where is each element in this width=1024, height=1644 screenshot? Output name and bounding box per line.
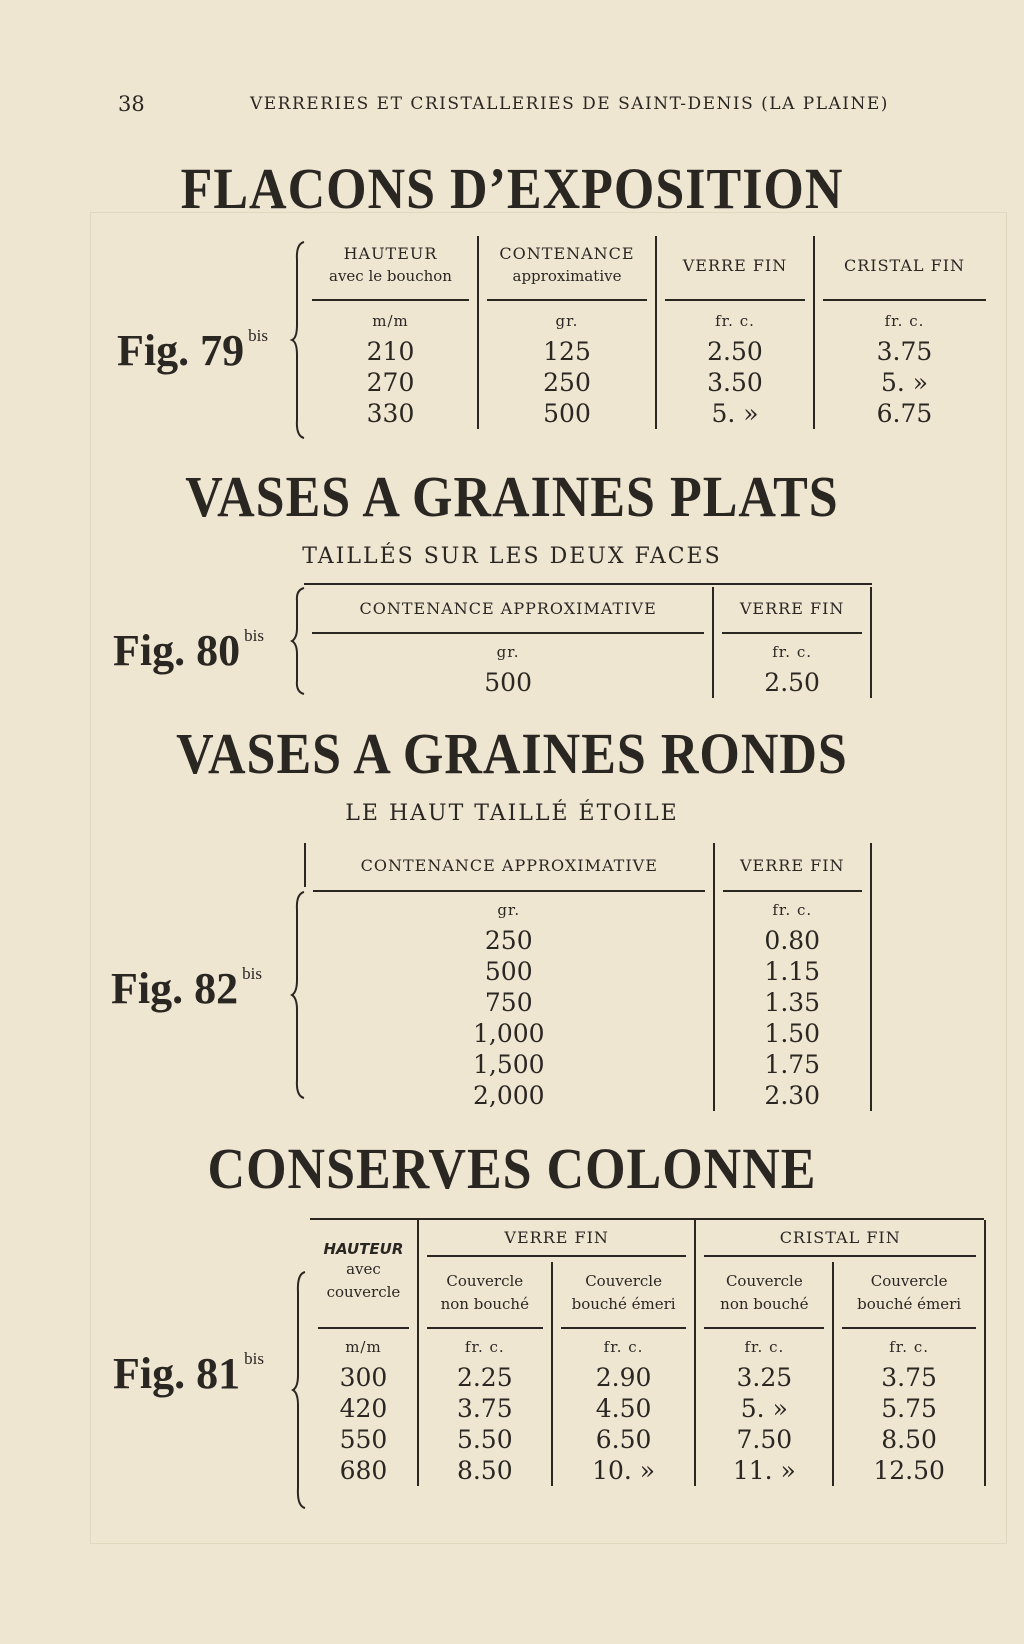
cell: 2,000 xyxy=(472,1081,545,1110)
fig-label-81: Fig. 81 $^{bis}$ xyxy=(113,1349,264,1398)
sub-header-bouche-emeri-2: bouché émeri xyxy=(857,1295,962,1313)
col-header-contenance: CONTENANCE APPROXIMATIVE xyxy=(359,598,657,618)
table-vases-plats xyxy=(304,587,872,698)
cell: 3.25 xyxy=(695,1362,833,1393)
unit-label: m/m xyxy=(372,312,409,330)
cell: 0.80 xyxy=(714,925,871,956)
section-title-conserves: CONSERVES COLONNE xyxy=(207,1137,817,1202)
cell: 1,000 xyxy=(472,1019,545,1048)
col-header-hauteur-sub: avec le bouchon xyxy=(329,267,452,285)
col-header-contenance: CONTENANCE xyxy=(499,244,635,263)
cell: 3.50 xyxy=(656,367,814,398)
cell: 500 xyxy=(484,668,532,697)
col-header-hauteur: HAUTEUR xyxy=(323,1240,404,1258)
table-row xyxy=(305,956,871,987)
cell: 4.50 xyxy=(552,1393,696,1424)
cell: 8.50 xyxy=(833,1424,985,1455)
cell: 1,500 xyxy=(472,1050,545,1079)
table-row xyxy=(305,1049,871,1080)
cell: 500 xyxy=(484,957,533,986)
group-header-cristal-fin: CRISTAL FIN xyxy=(779,1227,901,1247)
table-row xyxy=(310,1393,985,1424)
cell: 250 xyxy=(478,367,656,398)
cell: 2.50 xyxy=(713,667,871,698)
cell: 1.35 xyxy=(714,987,871,1018)
table-row xyxy=(305,925,871,956)
unit-label: gr. xyxy=(497,901,521,919)
cell: 1.15 xyxy=(714,956,871,987)
cell: 5. » xyxy=(656,398,814,429)
cell: 5.75 xyxy=(833,1393,985,1424)
unit-label: fr. c. xyxy=(695,1332,833,1362)
cell: 270 xyxy=(366,368,415,397)
running-head xyxy=(0,88,1024,118)
cell: 3.75 xyxy=(814,336,994,367)
cell: 5. » xyxy=(814,367,994,398)
table-row xyxy=(304,367,994,398)
table-flacons xyxy=(304,236,994,429)
table-row xyxy=(304,667,871,698)
table-row xyxy=(310,1362,985,1393)
col-header-verre-fin: VERRE FIN xyxy=(740,855,845,875)
cell: 330 xyxy=(366,399,415,428)
sub-header-non-bouche-2: non bouché xyxy=(440,1295,529,1313)
cell: 5.50 xyxy=(418,1424,552,1455)
unit-label: fr. c. xyxy=(713,637,871,667)
col-header-hauteur-sub: couvercle xyxy=(326,1283,401,1301)
fig-label-80: Fig. 80 $^{bis}$ xyxy=(113,626,264,675)
cell: 1.75 xyxy=(714,1049,871,1080)
cell: 2.50 xyxy=(656,336,814,367)
cell: 3.75 xyxy=(833,1362,985,1393)
subtitle-vases-ronds: LE HAUT TAILLÉ ÉTOILE xyxy=(345,801,679,826)
table-row xyxy=(305,987,871,1018)
cell: 10. » xyxy=(552,1455,696,1486)
page-number: 38 xyxy=(118,92,145,116)
sub-header-bouche-emeri: Couvercle xyxy=(585,1272,662,1290)
sub-header-non-bouche: Couvercle xyxy=(725,1272,803,1290)
sub-header-bouche-emeri: Couvercle xyxy=(870,1272,948,1290)
group-header-verre-fin: VERRE FIN xyxy=(504,1227,609,1247)
cell: 8.50 xyxy=(418,1455,552,1486)
table-row xyxy=(304,398,994,429)
cell: 6.50 xyxy=(552,1424,696,1455)
cell: 2.30 xyxy=(714,1080,871,1111)
cell: 125 xyxy=(478,336,656,367)
col-header-contenance: CONTENANCE APPROXIMATIVE xyxy=(360,855,658,875)
table-conserves xyxy=(310,1220,986,1486)
unit-label: fr. c. xyxy=(833,1332,985,1362)
table-vases-ronds xyxy=(304,843,872,1111)
cell: 420 xyxy=(339,1394,388,1423)
cell: 5. » xyxy=(695,1393,833,1424)
cell: 750 xyxy=(484,988,533,1017)
unit-label: fr. c. xyxy=(418,1332,552,1362)
cell: 680 xyxy=(339,1456,388,1485)
cell: 2.25 xyxy=(418,1362,552,1393)
table-row xyxy=(304,336,994,367)
cell: 1.50 xyxy=(714,1018,871,1049)
table-row xyxy=(305,1080,871,1111)
unit-label: fr. c. xyxy=(552,1332,696,1362)
section-title-vases-plats: VASES A GRAINES PLATS xyxy=(185,465,839,530)
fig-label-79: Fig. 79 $^{bis}$ xyxy=(117,326,268,375)
col-header-verre-fin: VERRE FIN xyxy=(739,598,845,618)
fig-label-82: Fig. 82 $^{bis}$ xyxy=(111,964,262,1013)
col-header-hauteur-sub: avec xyxy=(346,1260,381,1278)
table-top-rule xyxy=(304,583,872,585)
col-header-verre-fin: VERRE FIN xyxy=(682,255,788,275)
cell: 210 xyxy=(366,337,415,366)
subtitle-vases-plats: TAILLÉS SUR LES DEUX FACES xyxy=(302,544,722,569)
cell: 500 xyxy=(478,398,656,429)
table-row xyxy=(305,1018,871,1049)
section-title-flacons: FLACONS D’EXPOSITION xyxy=(180,157,844,222)
unit-label: gr. xyxy=(478,306,656,336)
cell: 12.50 xyxy=(833,1455,985,1486)
sub-header-bouche-emeri-2: bouché émeri xyxy=(571,1295,676,1313)
cell: 3.75 xyxy=(418,1393,552,1424)
cell: 550 xyxy=(339,1425,388,1454)
unit-label: m/m xyxy=(345,1338,382,1356)
unit-label: gr. xyxy=(496,643,520,661)
running-title: VERRERIES ET CRISTALLERIES DE SAINT-DENIS (LA PLAINE) xyxy=(250,94,889,114)
col-header-hauteur: HAUTEUR xyxy=(343,244,438,263)
cell: 11. » xyxy=(695,1455,833,1486)
cell: 7.50 xyxy=(695,1424,833,1455)
brace-icon xyxy=(291,1270,311,1510)
cell: 250 xyxy=(484,926,533,955)
cell: 2.90 xyxy=(552,1362,696,1393)
unit-label: fr. c. xyxy=(814,306,994,336)
table-row xyxy=(310,1455,985,1486)
unit-label: fr. c. xyxy=(656,306,814,336)
table-row xyxy=(310,1424,985,1455)
cell: 6.75 xyxy=(814,398,994,429)
section-title-vases-ronds: VASES A GRAINES RONDS xyxy=(176,722,848,787)
col-header-cristal-fin: CRISTAL FIN xyxy=(843,255,966,275)
cell: 300 xyxy=(339,1363,388,1392)
sub-header-non-bouche: Couvercle xyxy=(446,1272,524,1290)
sub-header-non-bouche-2: non bouché xyxy=(720,1295,809,1313)
unit-label: fr. c. xyxy=(714,895,871,925)
col-header-contenance-sub: approximative xyxy=(512,267,622,285)
